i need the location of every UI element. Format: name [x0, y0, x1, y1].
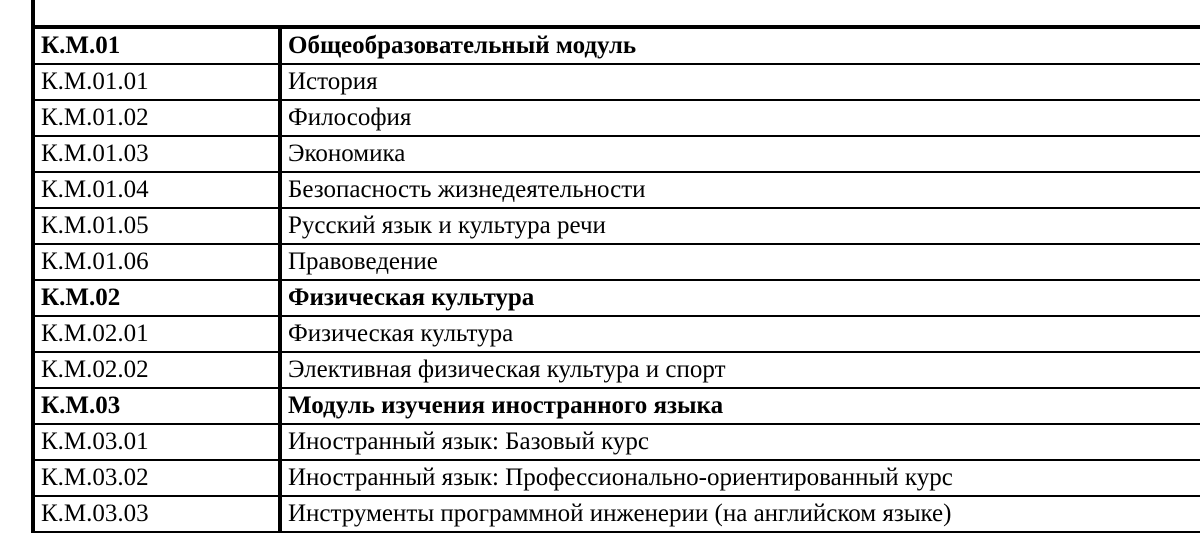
- row-name-cell: Иностранный язык: Профессионально-ориентированный курс: [280, 460, 1200, 496]
- row-code-cell: К.М.01: [33, 27, 280, 64]
- discipline-row: [33, 136, 1200, 172]
- row-name-cell: Русский язык и культура речи: [280, 208, 1200, 244]
- discipline-row: [33, 172, 1200, 208]
- discipline-row: [33, 496, 1200, 532]
- table-top-border: [31, 0, 35, 26]
- discipline-row: [33, 460, 1200, 496]
- row-name-cell: Общеобразовательный модуль: [280, 27, 1200, 64]
- discipline-row: [33, 208, 1200, 244]
- row-code-cell: К.М.01.02: [33, 100, 280, 136]
- row-name-cell: Физическая культура: [280, 280, 1200, 316]
- discipline-row: [33, 244, 1200, 280]
- row-code-cell: К.М.01.04: [33, 172, 280, 208]
- discipline-row: [33, 100, 1200, 136]
- row-code-cell: К.М.01.01: [33, 64, 280, 100]
- row-code-cell: К.М.01.03: [33, 136, 280, 172]
- discipline-row: [33, 64, 1200, 100]
- row-code-cell: К.М.03.02: [33, 460, 280, 496]
- row-name-cell: Модуль изучения иностранного языка: [280, 388, 1200, 424]
- row-code-cell: К.М.03: [33, 388, 280, 424]
- row-name-cell: Физическая культура: [280, 316, 1200, 352]
- row-code-cell: К.М.02.01: [33, 316, 280, 352]
- row-name-cell: Правоведение: [280, 244, 1200, 280]
- row-code-cell: К.М.02: [33, 280, 280, 316]
- module-row: [33, 388, 1200, 424]
- row-name-cell: Безопасность жизнедеятельности: [280, 172, 1200, 208]
- row-name-cell: Философия: [280, 100, 1200, 136]
- row-name-cell: Иностранный язык: Базовый курс: [280, 424, 1200, 460]
- module-row: [33, 280, 1200, 316]
- row-code-cell: К.М.03.03: [33, 496, 280, 532]
- row-name-cell: История: [280, 64, 1200, 100]
- curriculum-table-body: [33, 27, 1200, 532]
- row-code-cell: К.М.03.01: [33, 424, 280, 460]
- row-code-cell: К.М.01.05: [33, 208, 280, 244]
- module-row: [33, 27, 1200, 64]
- discipline-row: [33, 424, 1200, 460]
- curriculum-table: [31, 25, 1200, 533]
- row-name-cell: Экономика: [280, 136, 1200, 172]
- discipline-row: [33, 352, 1200, 388]
- row-name-cell: Элективная физическая культура и спорт: [280, 352, 1200, 388]
- discipline-row: [33, 316, 1200, 352]
- row-name-cell: Инструменты программной инженерии (на английском языке): [280, 496, 1200, 532]
- row-code-cell: К.М.02.02: [33, 352, 280, 388]
- row-code-cell: К.М.01.06: [33, 244, 280, 280]
